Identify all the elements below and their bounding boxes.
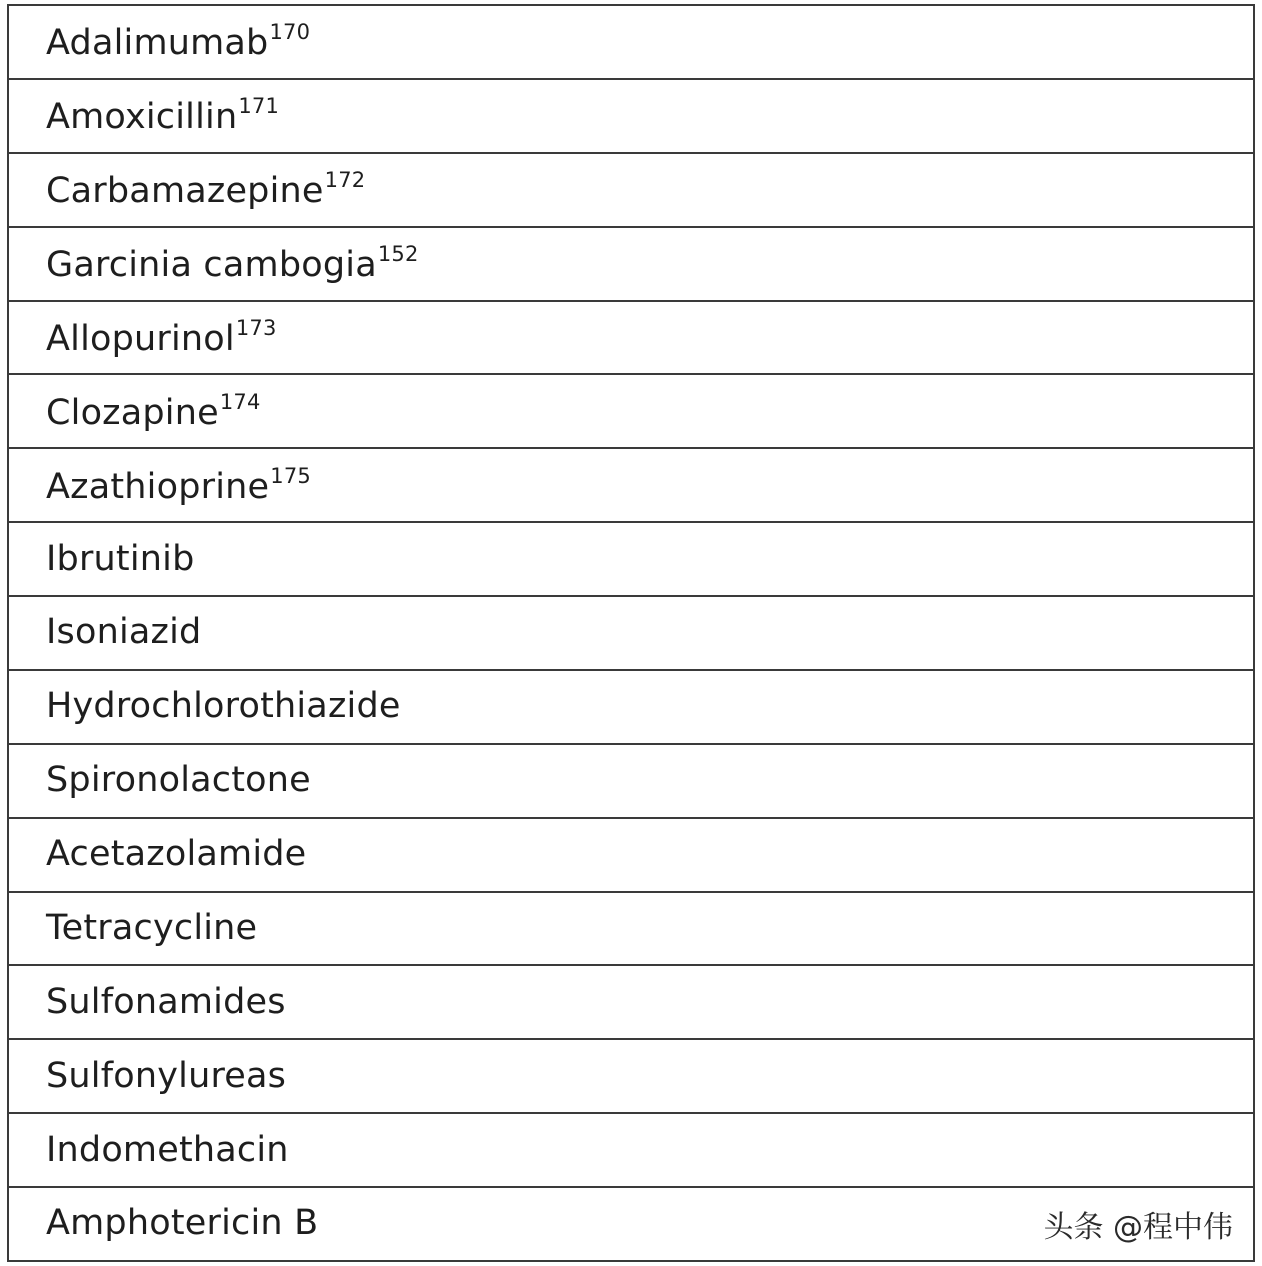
table-row (9, 6, 1253, 78)
reference-number: 173 (235, 315, 277, 340)
drug-name: Allopurinol (46, 318, 235, 359)
drug-name: Sulfonylureas (46, 1055, 287, 1096)
table-row (9, 669, 1253, 743)
drug-name-cell (46, 242, 419, 286)
drug-name-cell (46, 1203, 319, 1244)
drug-name-cell (46, 981, 286, 1022)
table-row (9, 817, 1253, 891)
drug-name: Indomethacin (46, 1129, 289, 1170)
table-row (9, 373, 1253, 447)
table-row (9, 595, 1253, 669)
reference-number: 174 (219, 389, 261, 414)
drug-name-cell (46, 538, 195, 579)
drug-name: Carbamazepine (46, 171, 324, 212)
drug-name-cell (46, 612, 202, 653)
drug-name-cell (46, 1129, 289, 1170)
table-row (9, 1038, 1253, 1112)
table-row (9, 78, 1253, 152)
drug-name-cell (46, 686, 401, 727)
drug-name-cell (46, 168, 366, 212)
drug-name-cell (46, 389, 261, 433)
table-row (9, 300, 1253, 374)
drug-name: Adalimumab (46, 23, 269, 64)
drug-name: Isoniazid (46, 612, 202, 653)
reference-number: 152 (377, 242, 419, 267)
drug-name: Spironolactone (46, 760, 311, 801)
table-row (9, 447, 1253, 521)
table-row (9, 226, 1253, 300)
table-row (9, 891, 1253, 965)
drug-name-cell (46, 315, 277, 359)
drug-name-cell (46, 760, 311, 801)
drug-name: Acetazolamide (46, 834, 307, 875)
drug-name: Ibrutinib (46, 538, 195, 579)
reference-number: 175 (270, 463, 311, 488)
drug-name-cell (46, 20, 311, 64)
drug-name-cell (46, 94, 280, 138)
drug-name: Azathioprine (46, 466, 270, 507)
drug-name: Amphotericin B (46, 1203, 319, 1244)
drug-table (7, 4, 1255, 1262)
drug-name-cell (46, 1055, 287, 1096)
drug-name: Clozapine (46, 392, 219, 433)
drug-name: Sulfonamides (46, 981, 286, 1022)
table-row (9, 743, 1253, 817)
drug-name: Amoxicillin (46, 97, 238, 138)
drug-name-cell (46, 834, 307, 875)
table-row (9, 1186, 1253, 1260)
table-row (9, 964, 1253, 1038)
watermark-text: 头条 @程中伟 (1043, 1209, 1233, 1245)
reference-number: 172 (324, 168, 366, 193)
reference-number: 170 (269, 20, 311, 45)
reference-number: 171 (238, 94, 280, 119)
drug-name: Hydrochlorothiazide (46, 686, 401, 727)
drug-name: Garcinia cambogia (46, 245, 377, 286)
drug-name: Tetracycline (46, 907, 258, 948)
drug-name-cell (46, 463, 311, 507)
table-row (9, 1112, 1253, 1186)
table-row (9, 521, 1253, 595)
table-row (9, 152, 1253, 226)
drug-name-cell (46, 907, 258, 948)
